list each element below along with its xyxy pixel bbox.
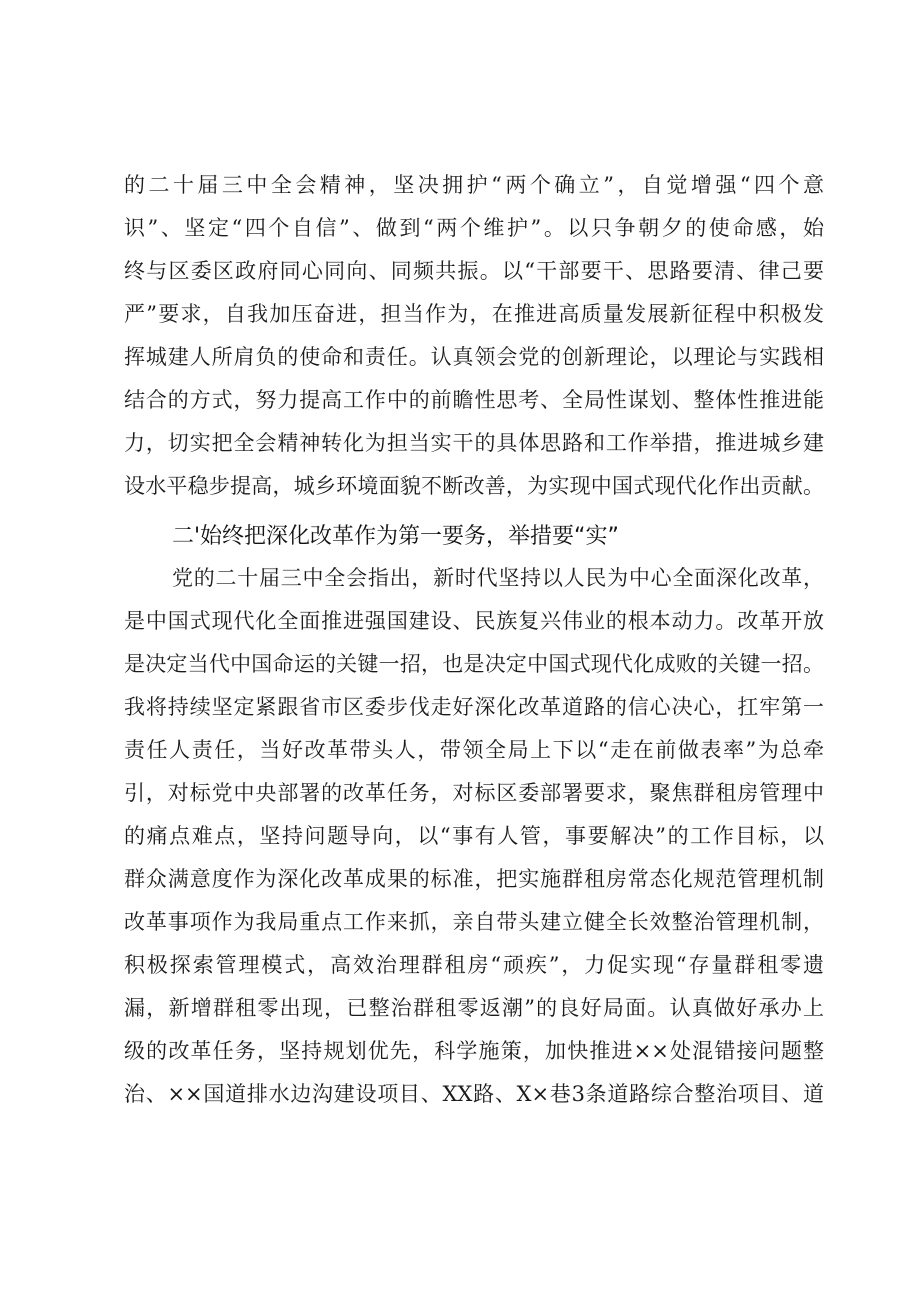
paragraph2-line: 的痛点难点，坚持问题导向，以“事有人管，事要解决”的工作目标，以 <box>124 824 824 848</box>
paragraph2-line: 积极探索管理模式，高效治理群租房“顽疾”，力促实现“存量群租零遗 <box>124 953 824 977</box>
paragraph2-line: 漏，新增群租零出现，已整治群租零返潮”的良好局面。认真做好承办上 <box>124 996 824 1020</box>
paragraph2-line: 群众满意度作为深化改革成果的标准，把实施群租房常态化规范管理机制 <box>124 867 824 891</box>
paragraph2-line: 是决定当代中国命运的关键一招，也是决定中国式现代化成败的关键一招。 <box>124 652 824 676</box>
paragraph1-line: 识”、坚定“四个自信”、做到“两个维护”。以只争朝夕的使命感，始 <box>124 216 824 240</box>
paragraph2-line: 引，对标党中央部署的改革任务，对标区委部署要求，聚焦群租房管理中 <box>124 781 824 805</box>
paragraph1-line: 结合的方式，努力提高工作中的前瞻性思考、全局性谋划、整体性推进能 <box>124 388 824 412</box>
paragraph1-line: 的二十届三中全会精神，坚决拥护“两个确立”，自觉增强“四个意 <box>124 173 824 197</box>
paragraph1-line: 终与区委区政府同心同向、同频共振。以“干部要干、思路要清、律己要 <box>124 259 824 283</box>
paragraph1-line: 严”要求，自我加压奋进，担当作为，在推进高质量发展新征程中积极发 <box>124 302 824 326</box>
paragraph1-line: 力，切实把全会精神转化为担当实干的具体思路和工作举措，推进城乡建 <box>124 431 824 455</box>
paragraph1-line: 设水平稳步提高，城乡环境面貌不断改善，为实现中国式现代化作出贡献。 <box>124 474 824 498</box>
paragraph2-line: 级的改革任务，坚持规划优先，科学施策，加快推进××处混错接问题整 <box>124 1039 824 1063</box>
paragraph2-line: 治、××国道排水边沟建设项目、XX路、X×巷3条道路综合整治项目、道 <box>124 1082 824 1106</box>
paragraph2-line: 是中国式现代化全面推进强国建设、民族复兴伟业的根本动力。改革开放 <box>124 609 824 633</box>
paragraph2-line: 改革事项作为我局重点工作来抓，亲自带头建立健全长效整治管理机制， <box>124 910 824 934</box>
paragraph2-line: 责任人责任，当好改革带头人，带领全局上下以“走在前做表率”为总牵 <box>124 738 824 762</box>
section-heading: 二'始终把深化改革作为第一要务，举措要“实” <box>172 524 619 549</box>
paragraph1-line: 挥城建人所肩负的使命和责任。认真领会党的创新理论，以理论与实践相 <box>124 345 824 369</box>
paragraph2-line: 我将持续坚定紧跟省市区委步伐走好深化改革道路的信心决心，扛牢第一 <box>124 695 824 719</box>
paragraph2-line: 党的二十届三中全会指出，新时代坚持以人民为中心全面深化改革， <box>172 566 824 590</box>
